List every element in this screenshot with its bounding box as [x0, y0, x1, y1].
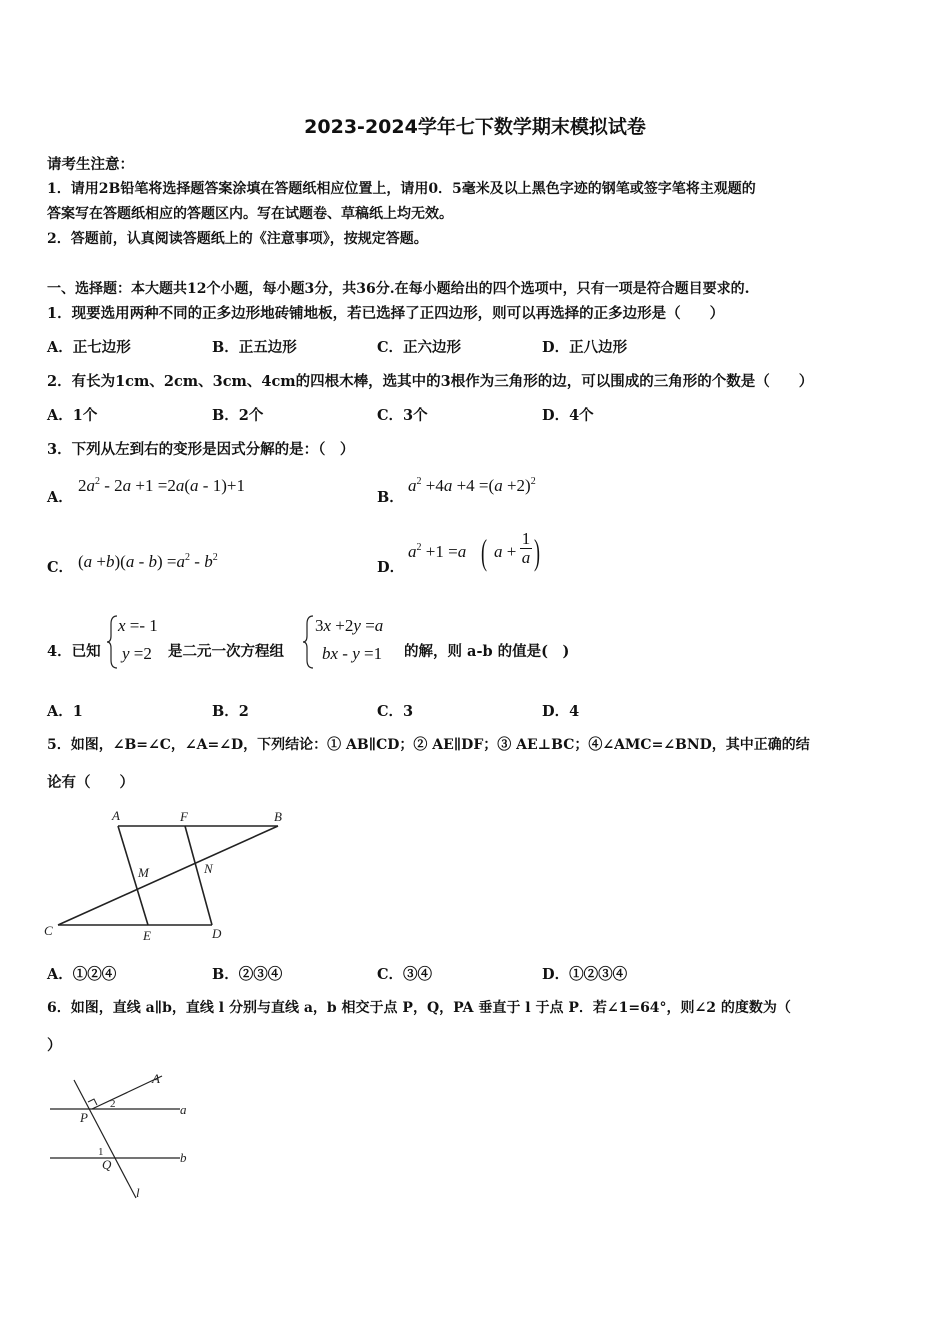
page-title: 2023-2024学年七下数学期末模拟试卷	[304, 116, 646, 138]
line-l	[74, 1080, 136, 1198]
q4-solution-x: x =- 1	[118, 616, 158, 635]
q2-option-a[interactable]: A．1个	[47, 407, 98, 424]
label-e: E	[143, 928, 151, 943]
q1-option-a[interactable]: A．正七边形	[47, 339, 131, 356]
line-cb	[58, 826, 278, 925]
label-m: M	[138, 865, 149, 880]
q1-option-b[interactable]: B．正五边形	[212, 339, 297, 356]
q5-option-a[interactable]: A．①②④	[47, 966, 117, 983]
label-2: 2	[110, 1098, 116, 1110]
q4-equation-2: bx - y =1	[322, 644, 383, 663]
label-l: l	[136, 1185, 140, 1200]
label-a: a	[180, 1102, 187, 1117]
q3-option-b-label[interactable]: B．	[377, 489, 404, 506]
label-a: A	[112, 808, 120, 823]
label-d: D	[212, 926, 222, 941]
q1-option-c[interactable]: C．正六边形	[377, 339, 462, 356]
label-n: N	[204, 861, 213, 876]
q4-option-c[interactable]: C．3	[377, 703, 414, 720]
q3-option-c-formula: $(a +b)(a - b) =a^2 - b^2$	[78, 552, 218, 571]
label-b: b	[180, 1150, 187, 1165]
q5-stem-2: 论有（ ）	[47, 774, 134, 791]
notice-line-2: 2．答题前，认真阅读答题纸上的《注意事项》，按规定答题。	[47, 231, 428, 247]
label-f: F	[180, 809, 188, 824]
notice-line-1: 1．请用2B铅笔将选择题答案涂填在答题纸相应位置上，请用0．5毫米及以上黑色字迹的钢笔或签字笔将主观题的	[47, 181, 756, 197]
q2-option-c[interactable]: C．3个	[377, 407, 428, 424]
q1-option-d[interactable]: D．正八边形	[542, 339, 628, 356]
q3-option-a-label[interactable]: A．	[47, 489, 73, 506]
q6-stem: 6．如图，直线 a∥b，直线 l 分别与直线 a，b 相交于点 P，Q，PA 垂直于 l 于点 P．若∠1=64°，则∠2 的度数为（	[47, 1000, 791, 1016]
q4-prefix: 4．已知	[47, 643, 101, 660]
q5-option-b[interactable]: B．②③④	[212, 966, 283, 983]
label-P: P	[80, 1110, 88, 1125]
label-Q: Q	[102, 1157, 112, 1172]
q5-option-c[interactable]: C．③④	[377, 966, 433, 983]
q5-figure	[40, 805, 300, 945]
q3-option-a-formula: $2a^2 - 2a +1 =2a(a - 1)+1$	[78, 476, 245, 495]
q1-stem: 1．现要选用两种不同的正多边形地砖铺地板，若已选择了正四边形，则可以再选择的正多边形是（ ）	[47, 305, 725, 322]
q4-brace-2	[302, 614, 316, 670]
q4-solution-y: y =2	[122, 644, 152, 663]
q2-option-d[interactable]: D．4个	[542, 407, 594, 424]
q6-figure	[40, 1065, 210, 1205]
q6-stem-2: ）	[47, 1037, 62, 1054]
label-c: C	[44, 923, 53, 938]
q5-option-d[interactable]: D．①②③④	[542, 966, 628, 983]
q3-option-d-label[interactable]: D．	[377, 559, 405, 576]
q4-option-b[interactable]: B．2	[212, 703, 249, 720]
notice-line-1b: 答案写在答题纸相应的答题区内。写在试题卷、草稿纸上均无效。	[47, 206, 453, 222]
label-A: A	[152, 1071, 160, 1086]
q2-stem: 2．有长为1cm、2cm、3cm、4cm的四根木棒，选其中的3根作为三角形的边，可以围成的三角形的个数是（ ）	[47, 373, 814, 390]
q2-option-b[interactable]: B．2个	[212, 407, 264, 424]
q4-option-d[interactable]: D．4	[542, 703, 580, 720]
label-1: 1	[98, 1146, 104, 1158]
q3-option-c-label[interactable]: C．	[47, 559, 74, 576]
section-heading: 一、选择题：本大题共12个小题，每小题3分，共36分.在每小题给出的四个选项中，只有一项是符合题目要求的.	[47, 281, 750, 297]
q4-suffix: 的解，则 a-b 的值是( )	[404, 643, 570, 660]
q3-option-b-formula: $a^2 +4a +4 =(a +2)^2$	[408, 476, 536, 495]
q4-middle: 是二元一次方程组	[168, 643, 284, 660]
q3-stem: 3．下列从左到右的变形是因式分解的是：（ ）	[47, 441, 355, 458]
q5-stem: 5．如图，∠B=∠C，∠A=∠D，下列结论：① AB∥CD；② AE∥DF；③ AE⊥BC；④∠AMC=∠BND，其中正确的结	[47, 737, 810, 753]
q4-equation-1: 3x +2y =a	[315, 616, 384, 635]
label-b: B	[274, 809, 282, 824]
notice-heading: 请考生注意：	[47, 156, 134, 173]
q4-option-a[interactable]: A．1	[47, 703, 83, 720]
